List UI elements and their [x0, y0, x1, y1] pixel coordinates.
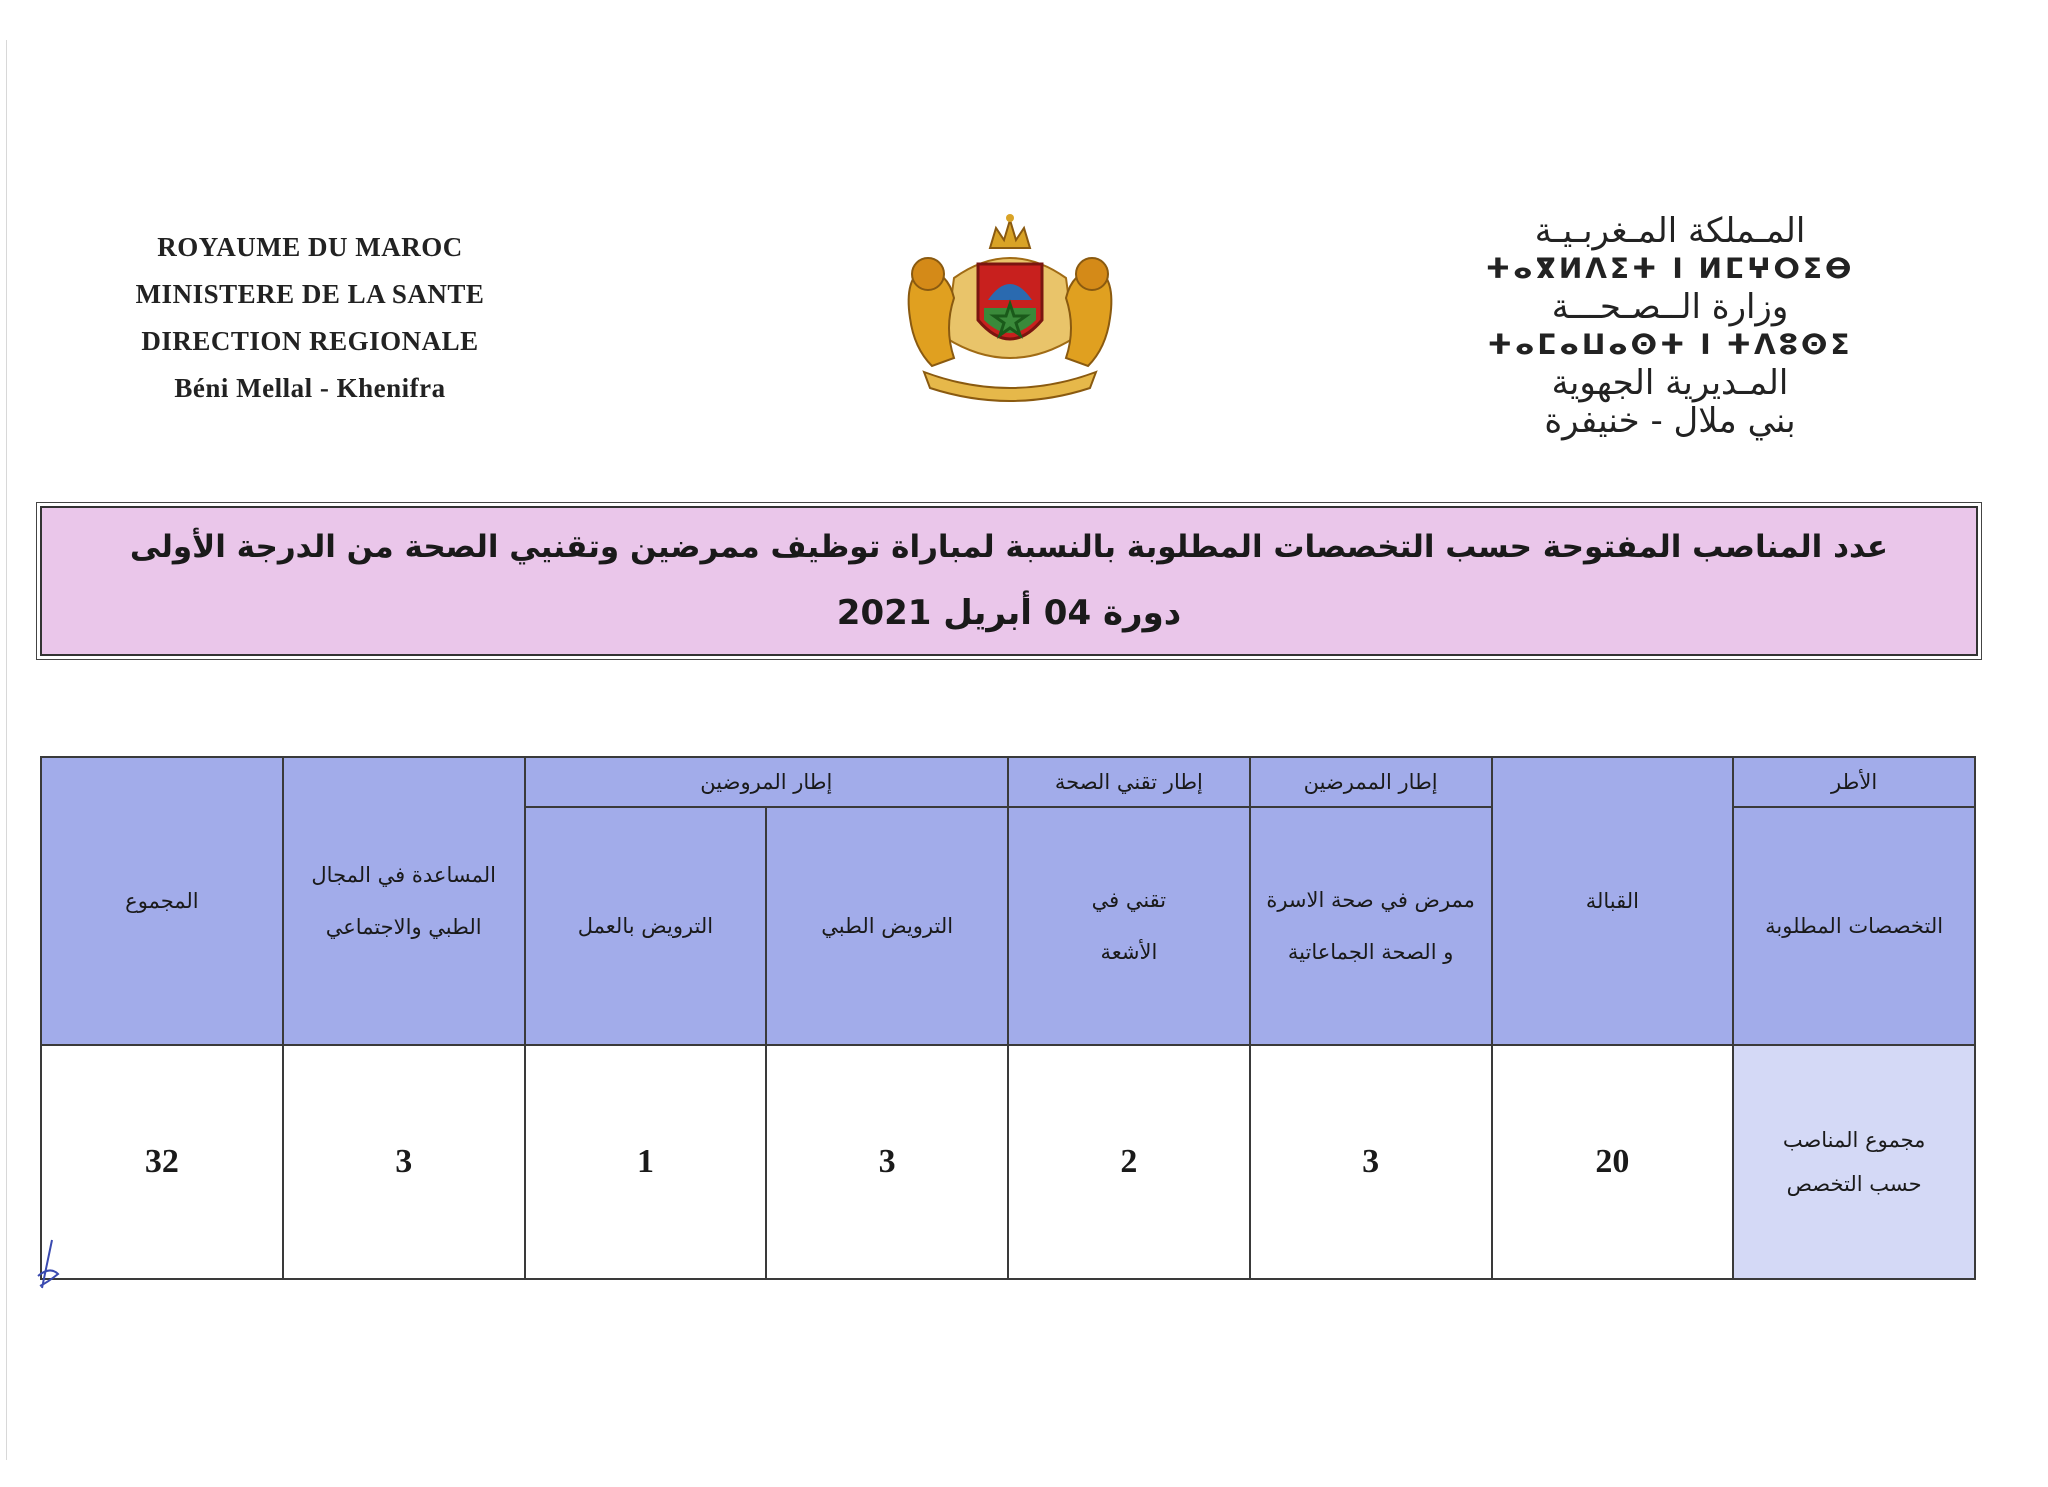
group-header-nurses: إطار الممرضين [1250, 757, 1492, 807]
corner-header-specialties: التخصصات المطلوبة [1733, 807, 1975, 1045]
value-family-nurse: 3 [1250, 1045, 1492, 1279]
header-fr-kingdom: ROYAUME DU MAROC [157, 232, 463, 262]
header-fr-ministry: MINISTERE DE LA SANTE [135, 279, 485, 309]
radiology-line1: تقني في [1091, 888, 1167, 912]
positions-table [40, 756, 1976, 1280]
social-assistance-line2: الطبي والاجتماعي [325, 915, 482, 939]
group-header-health-tech: إطار تقني الصحة [1008, 757, 1250, 807]
header-radiology-tech [1008, 807, 1250, 1045]
header-fr-direction: DIRECTION REGIONALE [141, 326, 479, 356]
page-edge-line [6, 40, 7, 1460]
value-midwifery: 20 [1492, 1045, 1734, 1279]
header-midwifery: القبالة [1492, 757, 1734, 1045]
row-label-line1: مجموع المناصب [1782, 1128, 1926, 1152]
header-family-nurse [1250, 807, 1492, 1045]
session-date: دورة 04 أبريل 2021 [836, 593, 1182, 633]
value-occupational: 1 [525, 1045, 767, 1279]
header-ar-direction: المـديرية الجهوية [1551, 363, 1789, 403]
header-ar-region: بني ملال - خنيفرة [1544, 401, 1796, 441]
header-french [60, 224, 560, 412]
value-radiology: 2 [1008, 1045, 1250, 1279]
header-social-assistance [283, 757, 525, 1045]
social-assistance-line1: المساعدة في المجال [311, 863, 496, 887]
corner-header-cadres: الأطر [1733, 757, 1975, 807]
value-social-assistance: 3 [283, 1045, 525, 1279]
header-ar-ministry: وزارة الــصـحـــة [1551, 287, 1789, 327]
header-tifinagh-kingdom: ⵜⴰⴳⵍⴷⵉⵜ ⵏ ⵍⵎⵖⵔⵉⴱ [1485, 252, 1855, 285]
family-nurse-line2: و الصحة الجماعاتية [1287, 940, 1454, 964]
family-nurse-line1: ممرض في صحة الاسرة [1266, 888, 1475, 912]
document-title: عدد المناصب المفتوحة حسب التخصصات المطلوبة بالنسبة لمباراة توظيف ممرضين وتقنيي الصحة من الدرجة الأولى [129, 529, 1889, 565]
row-label-line2: حسب التخصص [1786, 1172, 1922, 1196]
coat-of-arms-icon [884, 208, 1136, 408]
handwritten-initial-icon [30, 1236, 70, 1296]
header-occupational-therapy: الترويض بالعمل [525, 807, 767, 1045]
value-total: 32 [41, 1045, 283, 1279]
group-header-rehab: إطار المروضين [525, 757, 1008, 807]
header-ar-kingdom: المـملكة المـغربـيـة [1534, 211, 1806, 251]
header-fr-region: Béni Mellal - Khenifra [174, 373, 446, 403]
title-box [40, 506, 1978, 656]
row-label-total-positions [1733, 1045, 1975, 1279]
header-arabic [1440, 212, 1900, 440]
header-physiotherapy: الترويض الطبي [766, 807, 1008, 1045]
value-physiotherapy: 3 [766, 1045, 1008, 1279]
radiology-line2: الأشعة [1100, 940, 1158, 964]
header-tifinagh-ministry: ⵜⴰⵎⴰⵡⴰⵙⵜ ⵏ ⵜⴷⵓⵙⵉ [1487, 328, 1853, 361]
header-total: المجموع [41, 757, 283, 1045]
